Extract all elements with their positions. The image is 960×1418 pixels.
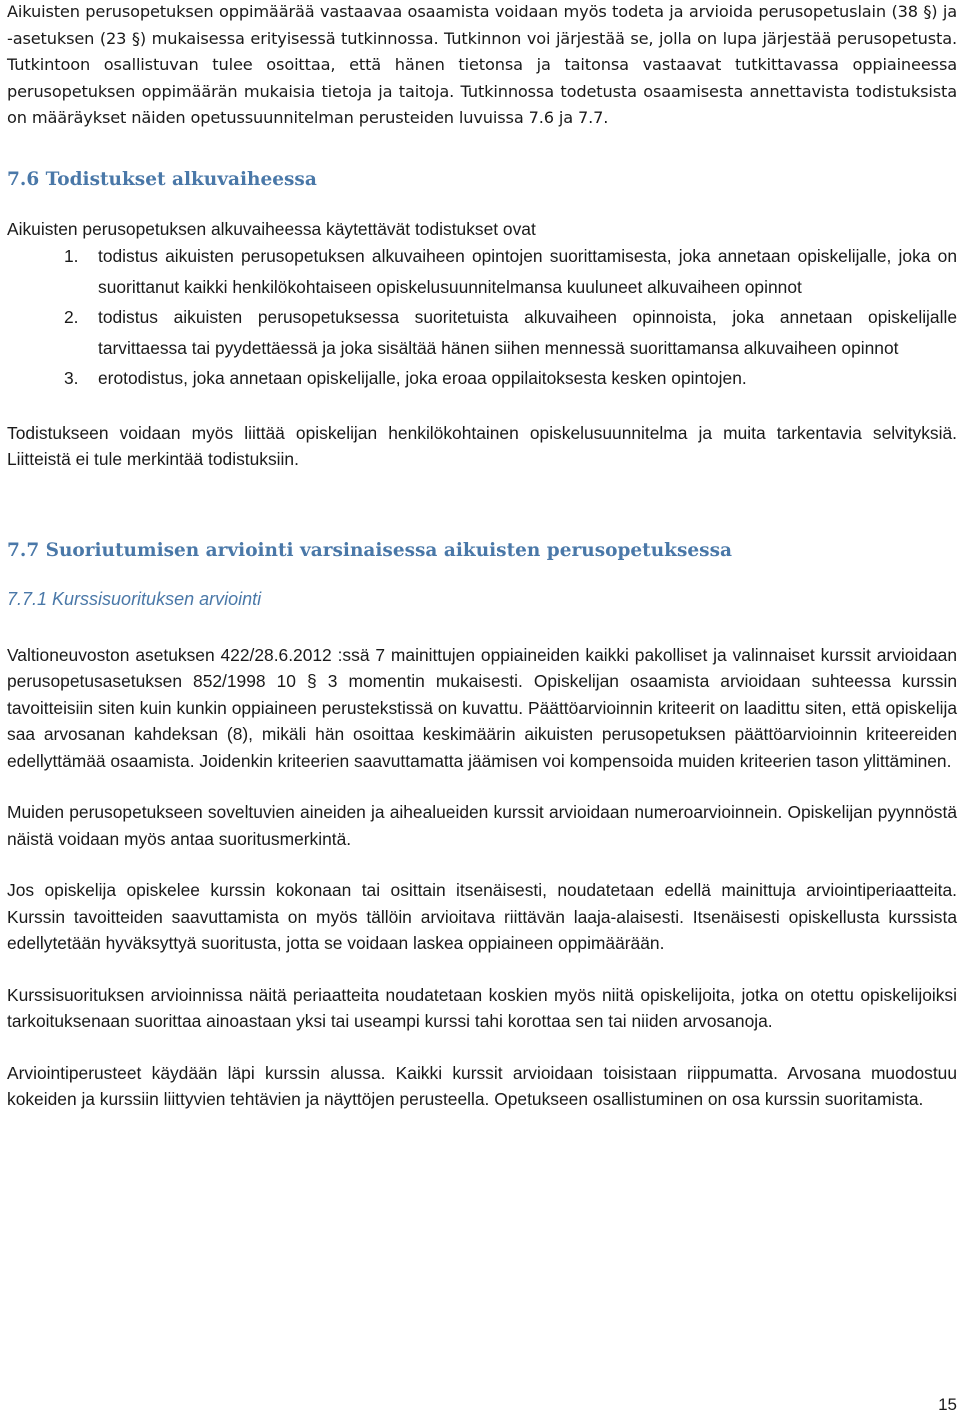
- list-item-text: todistus aikuisten perusopetuksessa suoritetuista alkuvaiheen opinnoista, joka annetaan opiskelijalle tarvittaessa tai pyydettäessä ja joka sisältää hänen siihen mennessä suorittamansa alkuvaiheen opinnot: [98, 307, 957, 358]
- paragraph: Valtioneuvoston asetuksen 422/28.6.2012 :ssä 7 mainittujen oppiaineiden kaikki pakolliset ja valinnaiset kurssit arvioidaan perusopetusasetuksen 852/1998 10 § 3 momentin mukaisesti. Opiskelijan osaamista arvioidaan suhteessa kurssin tavoitteisiin siten kuin kunkin oppiaineen perustekstissä on kuvattu. Päättöarvioinnin kriteerit on laadittu siten, että opiskelija saa arvosanan kahdeksan (8), mikäli hän osoittaa keskimäärin aikuisten perusopetuksen päättöarvioinnin kriteereiden edellyttämää osaamista. Joidenkin kriteerien saavuttamatta jäämisen voi kompensoida muiden kriteerien tason ylittäminen.: [7, 644, 957, 771]
- paragraph: Jos opiskelija opiskelee kurssin kokonaan tai osittain itsenäisesti, noudatetaan edellä mainittuja arviointiperiaatteita. Kurssin tavoitteiden saavuttamista on myös tällöin arvioitava riittävän laaja-alaisesti. Itsenäisesti opiskellusta kurssista edellytetään hyväksyttyä suoritusta, jotta se voidaan laskea oppiaineen oppimäärään.: [7, 880, 957, 953]
- page-number: 15: [938, 1395, 957, 1414]
- document-page: [7, 0, 957, 1113]
- subsection-heading-7-7-1: 7.7.1 Kurssisuorituksen arviointi: [7, 588, 262, 609]
- list-item: [7, 363, 957, 394]
- list-item-text: todistus aikuisten perusopetuksen alkuvaiheen opintojen suorittamisesta, joka annetaan opiskelijalle, joka on suorittanut kaikki henkilökohtaiseen opiskelusuunnitelmansa kuuluneet alkuvaiheen opinnot: [98, 246, 957, 297]
- list-item-number: 1.: [64, 246, 79, 266]
- section-heading-7-7: 7.7 Suoriutumisen arviointi varsinaisessa aikuisten perusopetuksessa: [7, 539, 732, 561]
- paragraph: Arviointiperusteet käydään läpi kurssin alussa. Kaikki kurssit arvioidaan toisistaan riippumatta. Arvosana muodostuu kokeiden ja kurssiin liittyvien tehtävien ja näyttöjen perusteella. Opetukseen osallistuminen on osa kurssin suoritamista.: [7, 1062, 957, 1109]
- section-7-6-closing: Todistukseen voidaan myös liittää opiskelijan henkilökohtainen opiskelusuunnitelma ja muita tarkentavia selvityksiä. Liitteistä ei tule merkintää todistuksiin.: [7, 422, 957, 469]
- list-item-number: 3.: [64, 368, 79, 388]
- section-7-6-lead: Aikuisten perusopetuksen alkuvaiheessa käytettävät todistukset ovat: [7, 218, 536, 239]
- list-item-number: 2.: [64, 307, 79, 327]
- paragraph: Kurssisuorituksen arvioinnissa näitä periaatteita noudatetaan koskien myös niitä opiskelijoita, jotka on otettu opiskelijoiksi tarkoituksenaan suorittaa ainoastaan yksi tai useampi kurssi tahi korottaa sen tai niiden arvosanoja.: [7, 984, 957, 1031]
- certificate-list: [7, 241, 957, 394]
- intro-paragraph: Aikuisten perusopetuksen oppimäärää vastaavaa osaamista voidaan myös todeta ja arvioida perusopetuslain (38 §) ja -asetuksen (23 §) mukaisessa erityisessä tutkinnossa. Tutkinnon voi järjestää se, jolla on lupa järjestää perusopetusta. Tutkintoon osallistuvan tulee osoittaa, että hänen tietonsa ja taitonsa vastaavat tutkittavassa oppiaineessa perusopetuksen oppimäärän mukaisia tietoja ja taitoja. Tutkinnossa todetusta osaamisesta annettavista todistuksista on määräykset näiden opetussuunnitelman perusteiden luvuissa 7.6 ja 7.7.: [7, 2, 957, 127]
- list-item: [7, 302, 957, 363]
- section-heading-7-6: 7.6 Todistukset alkuvaiheessa: [7, 168, 317, 190]
- list-item: [7, 241, 957, 302]
- list-item-text: erotodistus, joka annetaan opiskelijalle, joka eroaa oppilaitoksesta kesken opintojen.: [98, 368, 747, 388]
- paragraph: Muiden perusopetukseen soveltuvien aineiden ja aihealueiden kurssit arvioidaan numeroarvioinnein. Opiskelijan pyynnöstä näistä voidaan myös antaa suoritusmerkintä.: [7, 802, 957, 849]
